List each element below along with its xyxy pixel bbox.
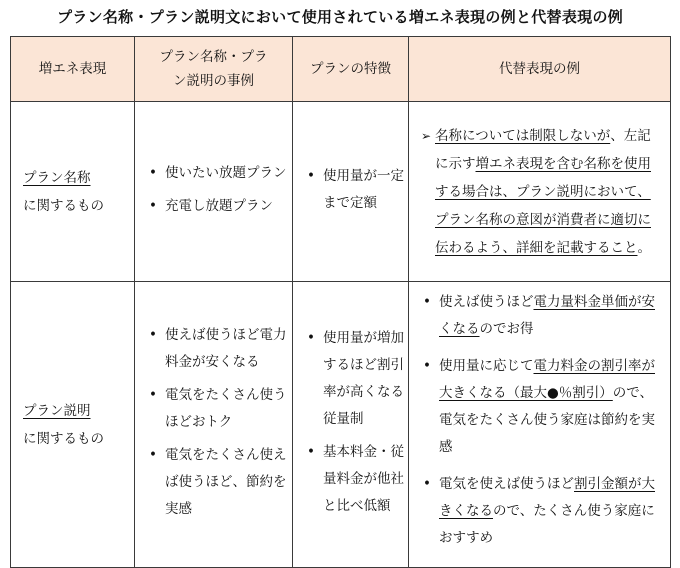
list-item: • 充電し放題プラン [145,193,288,220]
list-item: • 使えば使うほど電力料金が安くなる [145,322,288,376]
header-alternatives: 代替表現の例 [409,37,671,102]
list-item: • 電気をたくさん使えば使うほど、節約を実感 [145,442,288,523]
list-item: • 電気をたくさん使うほどおトク [145,382,288,436]
list-item [419,353,666,461]
header-expression: 増エネ表現 [11,37,135,102]
table-row [11,102,671,282]
arrow-bullet-icon: ➢ [421,128,432,143]
list-item: • 使用量が一定まで定額 [303,163,404,217]
table-header-row [11,37,671,102]
features-cell [293,102,409,282]
alt-text-underlined: 割引金額が大きくなる [439,476,655,519]
alt-text: ので、電気をたくさん使う家庭は節約を実感 [439,385,655,455]
alt-text-underlined: 増エネ表現を含む名称を使用する場合は、プラン説明において、プラン名称の意図が消費者に適切に伝わるよう、詳細を記載すること [435,155,651,256]
examples-cell [135,282,293,568]
alt-text: のでお得 [479,321,534,337]
page-title: プラン名称・プラン説明文において使用されている増エネ表現の例と代替表現の例 [56,8,624,26]
expression-table [10,36,671,568]
list-item [409,122,670,262]
alternatives-cell [409,102,671,282]
list-item: • 基本料金・従量料金が他社と比べ低額 [303,439,404,520]
category-cell [11,102,135,282]
category-rest: に関するもの [23,430,104,447]
header-features: プランの特徴 [293,37,409,102]
category-link[interactable]: プラン名称 [23,169,91,186]
alt-text-underlined: 名称については制限しないが [435,127,611,144]
features-cell [293,282,409,568]
alt-text: ので、たくさん使う家庭におすすめ [439,503,655,546]
alt-text: 使えば使うほど [439,294,534,310]
alt-text: 電気を使えば使うほど [439,476,574,492]
list-item: • 使用量が増加するほど割引率が高くなる従量制 [303,325,404,433]
alternatives-cell [409,282,671,568]
alt-text-underlined: 電力料金の割引率が大きくなる（最大●％割引） [439,358,655,401]
category-link[interactable]: プラン説明 [23,402,91,419]
header-examples: プラン名称・プラン説明の事例 [135,37,293,102]
table-row [11,282,671,568]
alt-text: 使用量に応じて [439,358,534,374]
alt-text: 、左記に示す [435,127,651,172]
list-item [419,471,666,552]
examples-cell [135,102,293,282]
alt-text-underlined: 電力量料金単価が安くなる [439,294,655,337]
category-cell [11,282,135,568]
list-item [419,289,666,343]
list-item: • 使いたい放題プラン [145,160,288,187]
alt-text: 。 [637,239,651,256]
category-rest: に関するもの [23,197,104,214]
